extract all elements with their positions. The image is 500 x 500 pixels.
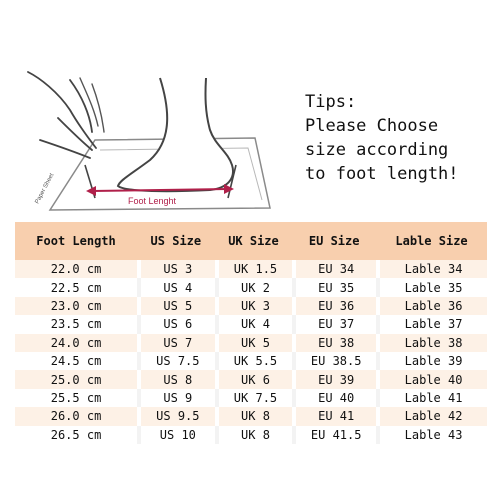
cell-us-size: US 9.5 bbox=[137, 407, 215, 425]
cell-us-size: US 3 bbox=[137, 260, 215, 278]
cell-eu-size: EU 36 bbox=[292, 297, 376, 315]
cell-lable-size: Lable 37 bbox=[376, 315, 487, 333]
cell-foot-length: 22.5 cm bbox=[15, 278, 137, 296]
cell-lable-size: Lable 39 bbox=[376, 352, 487, 370]
cell-foot-length: 24.5 cm bbox=[15, 352, 137, 370]
cell-uk-size: UK 7.5 bbox=[215, 389, 293, 407]
cell-us-size: US 8 bbox=[137, 370, 215, 388]
cell-us-size: US 4 bbox=[137, 278, 215, 296]
cell-lable-size: Lable 36 bbox=[376, 297, 487, 315]
cell-lable-size: Lable 43 bbox=[376, 426, 487, 444]
size-chart-table bbox=[15, 222, 487, 444]
cell-foot-length: 26.0 cm bbox=[15, 407, 137, 425]
cell-uk-size: UK 3 bbox=[215, 297, 293, 315]
table-row bbox=[15, 389, 487, 407]
cell-uk-size: UK 8 bbox=[215, 407, 293, 425]
cell-us-size: US 7.5 bbox=[137, 352, 215, 370]
header-foot-length: Foot Length bbox=[15, 222, 137, 260]
cell-eu-size: EU 38 bbox=[292, 334, 376, 352]
table-row bbox=[15, 315, 487, 333]
cell-eu-size: EU 41.5 bbox=[292, 426, 376, 444]
cell-foot-length: 25.0 cm bbox=[15, 370, 137, 388]
cell-eu-size: EU 41 bbox=[292, 407, 376, 425]
table-row bbox=[15, 426, 487, 444]
cell-uk-size: UK 6 bbox=[215, 370, 293, 388]
header-uk-size: UK Size bbox=[215, 222, 293, 260]
tips-line: to foot length! bbox=[305, 164, 459, 184]
foot-length-label: Foot Lenght bbox=[128, 196, 177, 206]
cell-foot-length: 23.0 cm bbox=[15, 297, 137, 315]
table-row bbox=[15, 407, 487, 425]
cell-uk-size: UK 2 bbox=[215, 278, 293, 296]
cell-us-size: US 9 bbox=[137, 389, 215, 407]
cell-uk-size: UK 5 bbox=[215, 334, 293, 352]
table-header-row bbox=[15, 222, 487, 260]
cell-eu-size: EU 38.5 bbox=[292, 352, 376, 370]
table-row bbox=[15, 334, 487, 352]
table-row bbox=[15, 260, 487, 278]
cell-foot-length: 22.0 cm bbox=[15, 260, 137, 278]
cell-foot-length: 25.5 cm bbox=[15, 389, 137, 407]
cell-lable-size: Lable 38 bbox=[376, 334, 487, 352]
header-lable-size: Lable Size bbox=[376, 222, 487, 260]
header-us-size: US Size bbox=[137, 222, 215, 260]
cell-us-size: US 5 bbox=[137, 297, 215, 315]
cell-eu-size: EU 37 bbox=[292, 315, 376, 333]
tips-line: size according bbox=[305, 140, 449, 160]
cell-eu-size: EU 39 bbox=[292, 370, 376, 388]
cell-us-size: US 10 bbox=[137, 426, 215, 444]
cell-us-size: US 6 bbox=[137, 315, 215, 333]
foot-measure-illustration bbox=[0, 0, 290, 215]
paper-sheet-label: Paper Sheet bbox=[34, 172, 56, 205]
cell-lable-size: Lable 35 bbox=[376, 278, 487, 296]
table-row bbox=[15, 352, 487, 370]
cell-lable-size: Lable 42 bbox=[376, 407, 487, 425]
cell-eu-size: EU 40 bbox=[292, 389, 376, 407]
cell-lable-size: Lable 41 bbox=[376, 389, 487, 407]
cell-uk-size: UK 5.5 bbox=[215, 352, 293, 370]
foot-outline bbox=[118, 78, 233, 191]
table-row bbox=[15, 278, 487, 296]
tips-text-block bbox=[305, 90, 495, 186]
cell-eu-size: EU 35 bbox=[292, 278, 376, 296]
hand-fingers bbox=[80, 78, 104, 132]
cell-foot-length: 26.5 cm bbox=[15, 426, 137, 444]
cell-uk-size: UK 4 bbox=[215, 315, 293, 333]
cell-foot-length: 24.0 cm bbox=[15, 334, 137, 352]
tips-line: Tips: bbox=[305, 92, 357, 112]
hand-outline bbox=[28, 72, 96, 158]
cell-eu-size: EU 34 bbox=[292, 260, 376, 278]
cell-foot-length: 23.5 cm bbox=[15, 315, 137, 333]
header-eu-size: EU Size bbox=[292, 222, 376, 260]
cell-uk-size: UK 1.5 bbox=[215, 260, 293, 278]
table-row bbox=[15, 370, 487, 388]
tips-line: Please Choose bbox=[305, 116, 439, 136]
cell-uk-size: UK 8 bbox=[215, 426, 293, 444]
cell-lable-size: Lable 40 bbox=[376, 370, 487, 388]
cell-lable-size: Lable 34 bbox=[376, 260, 487, 278]
table-row bbox=[15, 297, 487, 315]
cell-us-size: US 7 bbox=[137, 334, 215, 352]
